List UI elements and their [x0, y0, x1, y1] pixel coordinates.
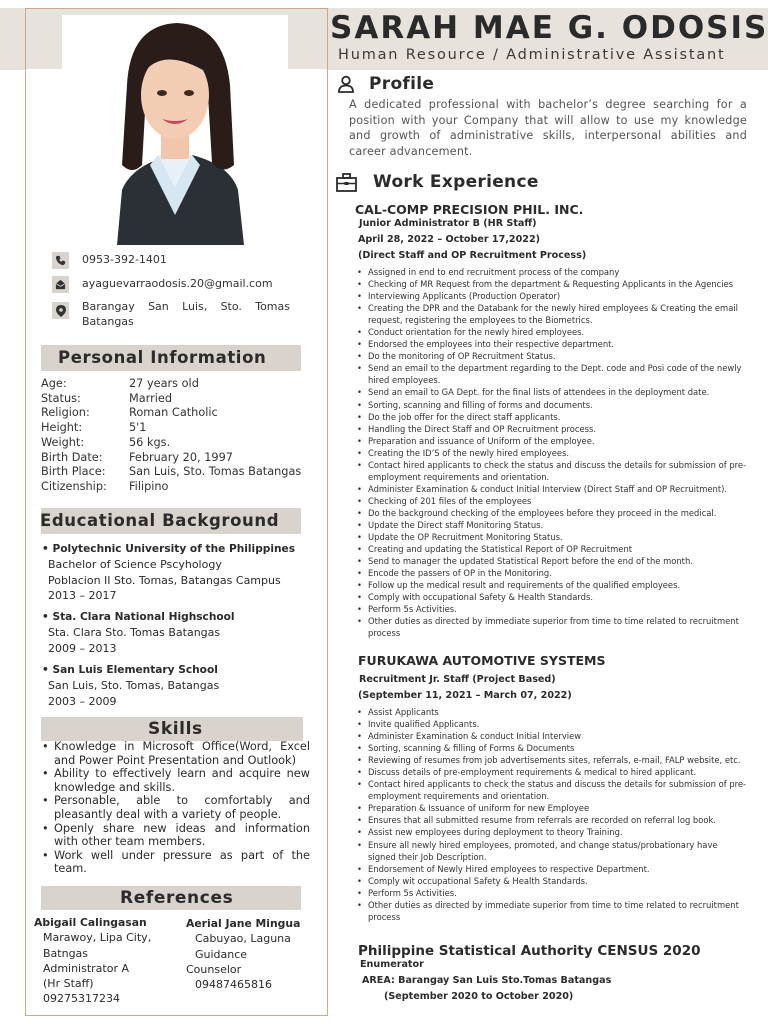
company-name: CAL-COMP PRECISION PHIL. INC.: [355, 202, 584, 217]
info-value: Filipino: [129, 479, 169, 493]
work-title: Work Experience: [373, 172, 539, 192]
duty-item: • Contact hired applicants to check the status and discuss the details for submission of pre-employment requirements and orientation.: [355, 778, 747, 802]
phone-number: 0953-392-1401: [82, 253, 167, 266]
duty-item: • Preparation and issuance of Uniform of the employee.: [355, 435, 747, 447]
email-address[interactable]: ayaguevarraodosis.20@gmail.com: [82, 277, 273, 290]
address-line-2: Batangas: [82, 315, 134, 328]
duty-item: • Ensures that all submitted resume from referrals are recorded on referral log book.: [355, 814, 747, 826]
duty-item: • Send an email to the department regarding to the Dept. code and Posi code of the newly hired employees.: [355, 362, 747, 386]
duty-item: • Comply wit occupational Safety & Health Standards.: [355, 875, 747, 887]
contact-email: [52, 276, 273, 293]
duty-item: • Perform 5s Activities.: [355, 603, 747, 615]
duty-item: • Assist Applicants: [355, 706, 747, 718]
reference-name: Abigail Calingasan: [34, 916, 147, 929]
duty-item: • Comply with occupational Safety & Health Standards.: [355, 591, 747, 603]
job-duties-list: [355, 266, 747, 639]
info-label: Birth Date:: [41, 450, 103, 464]
profile-summary: A dedicated professional with bachelor’s degree searching for a position with your Company that will allow to use my knowledge and growth of administrative skills, interpersonal abilities and career advancement.: [349, 98, 747, 158]
info-label: Age:: [41, 377, 67, 390]
work-heading: [336, 172, 539, 192]
reference-detail: Cabuyao, Laguna: [195, 932, 291, 946]
duty-item: • Assigned in end to end recruitment process of the company: [355, 266, 747, 278]
info-row: [41, 436, 301, 451]
duty-item: • Interviewing Applicants (Production Operator): [355, 290, 747, 302]
skill-item: • Knowledge in Microsoft Office(Word, Excel and Power Point Presentation and Outlook): [40, 740, 310, 767]
duty-item: • Creating and updating the Statistical Report of OP Recruitment: [355, 543, 747, 555]
info-row: [41, 465, 301, 480]
reference-phone: 09487465816: [195, 978, 272, 992]
duty-item: • Discuss details of pre-employment requirements & medical to hired applicant.: [355, 766, 747, 778]
personal-info-title: Personal Information: [58, 348, 267, 367]
school-detail: Bachelor of Science Pscyhology: [48, 558, 222, 572]
job-area: AREA: Barangay San Luis Sto.Tomas Batangas: [362, 975, 612, 986]
location-pin-icon: [52, 302, 69, 319]
duty-item: • Other duties as directed by immediate superior from time to time related to recruitment process: [355, 615, 747, 639]
duty-item: • Checking of 201 files of the employees: [355, 495, 747, 507]
mail-icon: [52, 276, 69, 293]
duty-item: • Endorsed the employees into their respective department.: [355, 338, 747, 350]
info-row: [41, 451, 301, 466]
profile-heading: [337, 74, 434, 94]
contact-address: [52, 299, 290, 329]
duty-item: • Update the Direct staff Monitoring Status.: [355, 519, 747, 531]
candidate-name: SARAH MAE G. ODOSIS: [330, 10, 768, 46]
duty-item: • Send an email to GA Dept. for the final lists of attendees in the deployment date.: [355, 386, 747, 398]
job-position: Enumerator: [360, 959, 424, 970]
duty-item: • Administer Examination & conduct Initial Interview (Direct Staff and OP Recruitment).: [355, 483, 747, 495]
education-entry-2: [42, 610, 235, 656]
info-row: [41, 392, 301, 407]
school-years: 2003 – 2009: [48, 694, 117, 708]
duty-item: • Send to manager the updated Statistical Report before the end of the month.: [355, 555, 747, 567]
school-years: 2013 – 2017: [48, 588, 117, 602]
info-label: Height:: [41, 421, 83, 435]
reference-2: [186, 916, 300, 992]
reference-detail: Guidance: [195, 947, 248, 961]
duty-item: • Do the job offer for the direct staff applicants.: [355, 411, 747, 423]
duty-item: • Preparation & Issuance of uniform for new Employee: [355, 802, 747, 814]
references-title: References: [120, 888, 234, 908]
skill-item: • Openly share new ideas and information with other team members.: [40, 822, 310, 849]
school-name: • Polytechnic University of the Philippines: [42, 543, 296, 555]
skill-item: • Personable, able to comfortably and pleasantly deal with a variety of people.: [40, 794, 310, 821]
info-value: San Luis, Sto. Tomas Batangas: [129, 465, 302, 479]
reference-detail: Administrator A: [43, 961, 130, 975]
duty-item: • Sorting, scanning and filling of forms and documents.: [355, 399, 747, 411]
duty-item: • Administer Examination & conduct Initial Interview: [355, 730, 747, 742]
duty-item: • Conduct orientation for the newly hired employees.: [355, 326, 747, 338]
reference-detail: Marawoy, Lipa City,: [43, 931, 152, 945]
duty-item: • Update the OP Recruitment Monitoring Status.: [355, 531, 747, 543]
duty-item: • Creating the DPR and the Databank for the newly hired employees & Creating the email request, registering the employees to the Biometrics.: [355, 302, 747, 326]
job-note: (Direct Staff and OP Recruitment Process): [358, 250, 587, 261]
company-name: Philippine Statistical Authority CENSUS 2020: [358, 943, 701, 959]
skill-item: • Work well under pressure as part of the team.: [40, 849, 310, 876]
job-position: Junior Administrator B (HR Staff): [359, 218, 537, 229]
profile-photo: [62, 15, 288, 245]
school-detail: Poblacion II Sto. Tomas, Batangas Campus: [48, 573, 281, 587]
school-name: • Sta. Clara National Highschool: [42, 611, 235, 623]
duty-item: • Perform 5s Activities.: [355, 887, 747, 899]
job-position: Recruitment Jr. Staff (Project Based): [359, 674, 556, 685]
duty-item: • Other duties as directed by immediate superior from time to time related to recruitment process: [355, 899, 747, 923]
person-icon: [337, 75, 355, 93]
info-row: [41, 480, 301, 495]
info-label: Birth Place:: [41, 465, 106, 479]
duty-item: • Follow up the medical result and requirements of the qualified employees.: [355, 579, 747, 591]
reference-detail: (Hr Staff): [43, 977, 94, 991]
job-dates: (September 2020 to October 2020): [384, 991, 574, 1002]
reference-detail: Counselor: [186, 962, 242, 976]
duty-item: • Handling the Direct Staff and OP Recruitment process.: [355, 423, 747, 435]
info-row: [41, 406, 301, 421]
info-value: 27 years old: [129, 377, 199, 390]
skills-title: Skills: [148, 719, 203, 739]
reference-1: [34, 915, 151, 1007]
education-entry-1: [42, 542, 295, 603]
contact-phone: [52, 252, 167, 269]
info-value: Married: [129, 391, 173, 405]
reference-detail: Batngas: [43, 946, 89, 960]
duty-item: • Sorting, scanning & filling of Forms & Documents: [355, 742, 747, 754]
school-detail: Sta. Clara Sto. Tomas Batangas: [48, 626, 221, 640]
company-name: FURUKAWA AUTOMOTIVE SYSTEMS: [358, 653, 606, 668]
job-dates: April 28, 2022 – October 17,2022): [358, 234, 541, 245]
info-label: Status:: [41, 391, 81, 405]
duty-item: • Creating the ID’S of the newly hired employees.: [355, 447, 747, 459]
info-label: Weight:: [41, 435, 85, 449]
job-dates: (September 11, 2021 – March 07, 2022): [358, 690, 572, 701]
info-value: February 20, 1997: [129, 450, 233, 464]
duty-item: • Do the background checking of the employees before they proceed in the medical.: [355, 507, 747, 519]
info-row: [41, 377, 301, 392]
school-name: • San Luis Elementary School: [42, 664, 218, 676]
duty-item: • Do the monitoring of OP Recruitment Status.: [355, 350, 747, 362]
job-duties-list: [355, 706, 747, 923]
profile-title: Profile: [369, 74, 435, 94]
skill-item: • Ability to effectively learn and acquire new knowledge and skills.: [40, 767, 310, 794]
skills-list: [40, 740, 310, 876]
phone-icon: [52, 252, 69, 269]
personal-info-table: [41, 377, 301, 495]
briefcase-icon: [336, 173, 357, 192]
duty-item: • Reviewing of resumes from job advertisements sites, referrals, e-mail, FALP website, etc.: [355, 754, 747, 766]
duty-item: • Invite qualified Applicants.: [355, 718, 747, 730]
education-entry-3: [42, 663, 219, 709]
school-years: 2009 – 2013: [48, 641, 117, 655]
reference-name: Aerial Jane Mingua: [186, 917, 301, 930]
duty-item: • Contact hired applicants to check the status and discuss the details for submission of pre-employment requirements and orientation.: [355, 459, 747, 483]
info-label: Citizenship:: [41, 479, 107, 493]
education-title: Educational Background: [40, 511, 280, 530]
duty-item: • Endorsement of Newly Hired employees to respective Department.: [355, 863, 747, 875]
info-row: [41, 421, 301, 436]
address-line-1: Barangay San Luis, Sto. Tomas: [82, 300, 290, 313]
info-value: 56 kgs.: [129, 435, 171, 449]
school-detail: San Luis, Sto. Tomas, Batangas: [48, 679, 220, 693]
candidate-role: Human Resource / Administrative Assistant: [338, 47, 726, 63]
reference-phone: 09275317234: [43, 992, 120, 1006]
duty-item: • Assist new employees during deployment to theory Training.: [355, 826, 747, 838]
info-label: Religion:: [41, 406, 90, 420]
duty-item: • Encode the passers of OP in the Monitoring.: [355, 567, 747, 579]
duty-item: • Checking of MR Request from the department & Requesting Applicants in the Agencies: [355, 278, 747, 290]
info-value: 5'1: [129, 421, 147, 435]
duty-item: • Ensure all newly hired employees, promoted, and change status/probationary have signed their Job Description.: [355, 839, 747, 863]
info-value: Roman Catholic: [129, 406, 218, 420]
